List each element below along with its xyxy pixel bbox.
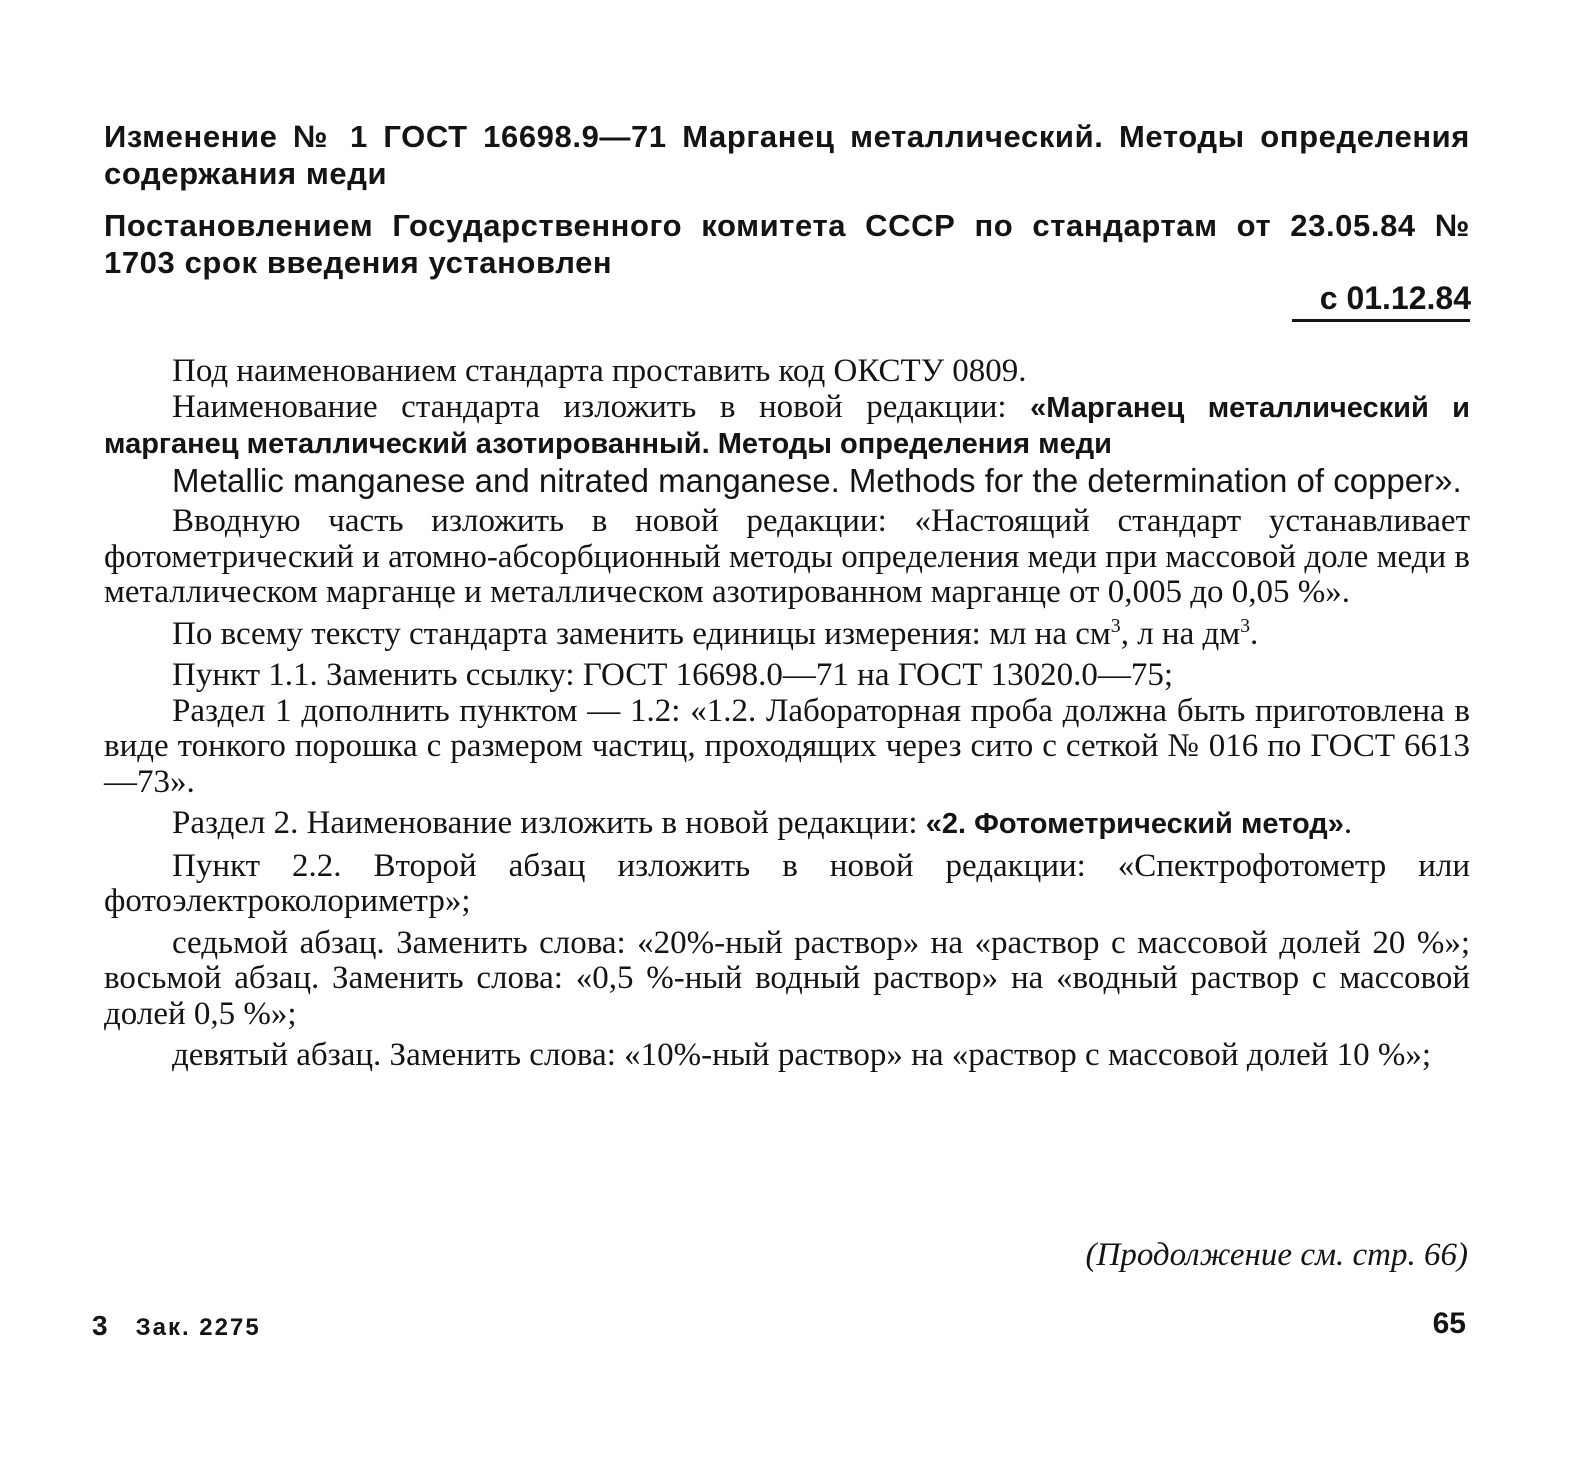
units-text-liters: , л на дм <box>1120 615 1241 652</box>
paragraph-section-2 <box>104 806 1470 843</box>
paragraph-units <box>104 614 1470 653</box>
units-superscript-cm: 3 <box>1110 614 1121 637</box>
decree-text: Постановлением Государственного комитета СССР по стандартам от 23.05.84 № 1703 срок введения установлен <box>104 208 1470 280</box>
paragraph-seventh-eighth: седьмой абзац. Заменить слова: «20%-ный раствор» на «раствор с массовой долей 20 %»; восьмой абзац. Заменить слова: «0,5 %-ный водный раствор» на «водный раствор с массовой долей 0,5 %»; <box>104 924 1470 1032</box>
footer-print-info <box>92 1308 261 1346</box>
new-title-russian: «Марганец металлический и марганец металлический азотированный. Методы определения меди <box>104 391 1471 460</box>
order-number: Зак. 2275 <box>135 1314 261 1341</box>
paragraph-clause-1-2: Раздел 1 дополнить пунктом — 1.2: «1.2. Лабораторная проба должна быть приготовлена в виде тонкого порошка с размером частиц, проходящих через сито с сеткой № 016 по ГОСТ 6613—73». <box>104 692 1470 800</box>
units-text: По всему тексту стандарта заменить единицы измерения: мл на см <box>172 615 1111 652</box>
amendment-title: Изменение № 1 ГОСТ 16698.9—71 Марганец металлический. Методы определения содержания меди <box>104 119 1470 191</box>
units-text-end: . <box>1250 615 1259 652</box>
sheet-mark: 3 <box>92 1310 108 1341</box>
paragraph-introduction: Вводную часть изложить в новой редакции: «Настоящий стандарт устанавливает фотометрический и атомно-абсорбционный методы определения меди при массовой доле меди в металлическом марганце и металлическом азотированном марганце от 0,005 до 0,05 %». <box>104 503 1470 610</box>
paragraph-clause-2-2: Пункт 2.2. Второй абзац изложить в новой редакции: «Спектрофотометр или фотоэлектроколориметр»; <box>104 847 1470 919</box>
amendment-body <box>104 354 1470 1074</box>
page-number: 65 <box>1432 1307 1466 1340</box>
section-2-end: . <box>1343 805 1353 841</box>
effective-date-underline <box>1292 319 1470 322</box>
paragraph-clause-1-1: Пункт 1.1. Заменить ссылку: ГОСТ 16698.0—71 на ГОСТ 13020.0—75; <box>172 657 1174 693</box>
continuation-note: (Продолжение см. стр. 66) <box>1085 1237 1468 1273</box>
effective-date: с 01.12.84 <box>1319 280 1471 316</box>
paragraph-ninth: девятый абзац. Заменить слова: «10%-ный раствор» на «раствор с массовой долей 10 %»; <box>172 1037 1432 1073</box>
paragraph-new-title <box>104 390 1470 463</box>
new-title-lead: Наименование стандарта изложить в новой редакции: <box>172 388 1031 425</box>
paragraph-oksu-code: Под наименованием стандарта проставить код ОКСТУ 0809. <box>172 353 1027 389</box>
paragraph-english-title: Metallic manganese and nitrated manganese. Methods for the determination of copper». <box>172 461 1462 499</box>
section-2-new-name: «2. Фотометрический метод» <box>925 808 1344 840</box>
section-2-lead: Раздел 2. Наименование изложить в новой редакции: <box>172 805 926 841</box>
units-superscript-dm: 3 <box>1240 614 1251 637</box>
